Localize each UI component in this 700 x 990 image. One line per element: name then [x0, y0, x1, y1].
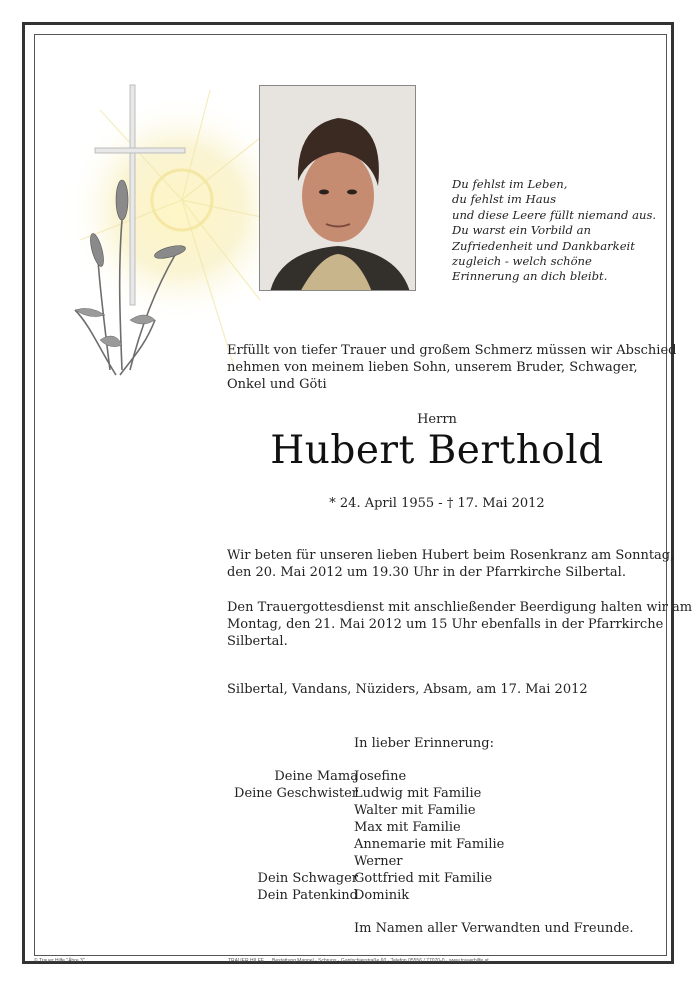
portrait-photo: [259, 85, 416, 291]
memory-heading: In lieber Erinnerung:: [354, 736, 494, 751]
closing-line: Im Namen aller Verwandten und Freunde.: [354, 921, 634, 936]
relative-name: Annemarie mit Familie: [354, 837, 505, 852]
relative-name: Dominik: [354, 888, 410, 903]
deceased-name: Hubert Berthold: [270, 428, 604, 473]
place-date: Silbertal, Vandans, Nüziders, Absam, am 17. Mai 2012: [227, 682, 588, 697]
relative-name: Max mit Familie: [354, 820, 461, 835]
funeral-line: Montag, den 21. Mai 2012 um 15 Uhr ebenfalls in der Pfarrkirche: [227, 617, 664, 632]
funeral-line: Den Trauergottesdienst mit anschließender Beerdigung halten wir am: [227, 600, 693, 615]
relation-label: [180, 836, 358, 853]
intro-line: nehmen von meinem lieben Sohn, unserem Bruder, Schwager,: [227, 360, 638, 375]
relation-label: [180, 819, 358, 836]
funeral-info: [227, 599, 693, 650]
relation-label: [180, 853, 358, 870]
relative-name: Josefine: [354, 769, 407, 784]
relation-label: Deine Mama: [274, 769, 358, 784]
funeral-line: Silbertal.: [227, 634, 288, 649]
relation-label: Dein Schwager: [257, 871, 358, 886]
poem-line: und diese Leere füllt niemand aus.: [452, 207, 657, 222]
relation-label: Deine Geschwister: [234, 786, 358, 801]
footer-contact: Bestattung Mannel · Schruns · Gantschierstraße 60 · Telefon 05556 / 77070-0 · www.trauerhilfe.at: [272, 958, 489, 964]
relation-label: [180, 802, 358, 819]
rosary-info: [227, 547, 675, 581]
intro-line: Onkel und Göti: [227, 377, 327, 392]
relation-label: Dein Patenkind: [257, 888, 358, 903]
salutation: Herrn: [417, 412, 457, 427]
rosary-line: den 20. Mai 2012 um 19.30 Uhr in der Pfarrkirche Silbertal.: [227, 565, 626, 580]
relatives-names: [354, 768, 654, 904]
poem-line: zugleich - welch schöne: [452, 254, 592, 269]
intro-line: Erfüllt von tiefer Trauer und großem Schmerz müssen wir Abschied: [227, 343, 677, 358]
poem-line: Zufriedenheit und Dankbarkeit: [452, 238, 635, 253]
announcement-intro: [227, 342, 677, 393]
relative-name: Ludwig mit Familie: [354, 786, 482, 801]
relative-name: Werner: [354, 854, 403, 869]
poem-line: Erinnerung an dich bleibt.: [452, 269, 608, 284]
life-dates: * 24. April 1955 - † 17. Mai 2012: [329, 496, 545, 511]
footer-copyright: © Trauer Hilfe "Ähre 3": [34, 958, 85, 964]
poem-line: du fehlst im Haus: [452, 192, 557, 207]
relatives-labels: [180, 768, 358, 904]
poem-line: Du warst ein Vorbild an: [452, 223, 591, 238]
relative-name: Gottfried mit Familie: [354, 871, 493, 886]
relative-name: Walter mit Familie: [354, 803, 476, 818]
rosary-line: Wir beten für unseren lieben Hubert beim Rosenkranz am Sonntag,: [227, 548, 675, 563]
footer-brand: TRAUER HILFE: [228, 958, 265, 964]
poem: [452, 177, 662, 285]
poem-line: Du fehlst im Leben,: [452, 177, 568, 191]
